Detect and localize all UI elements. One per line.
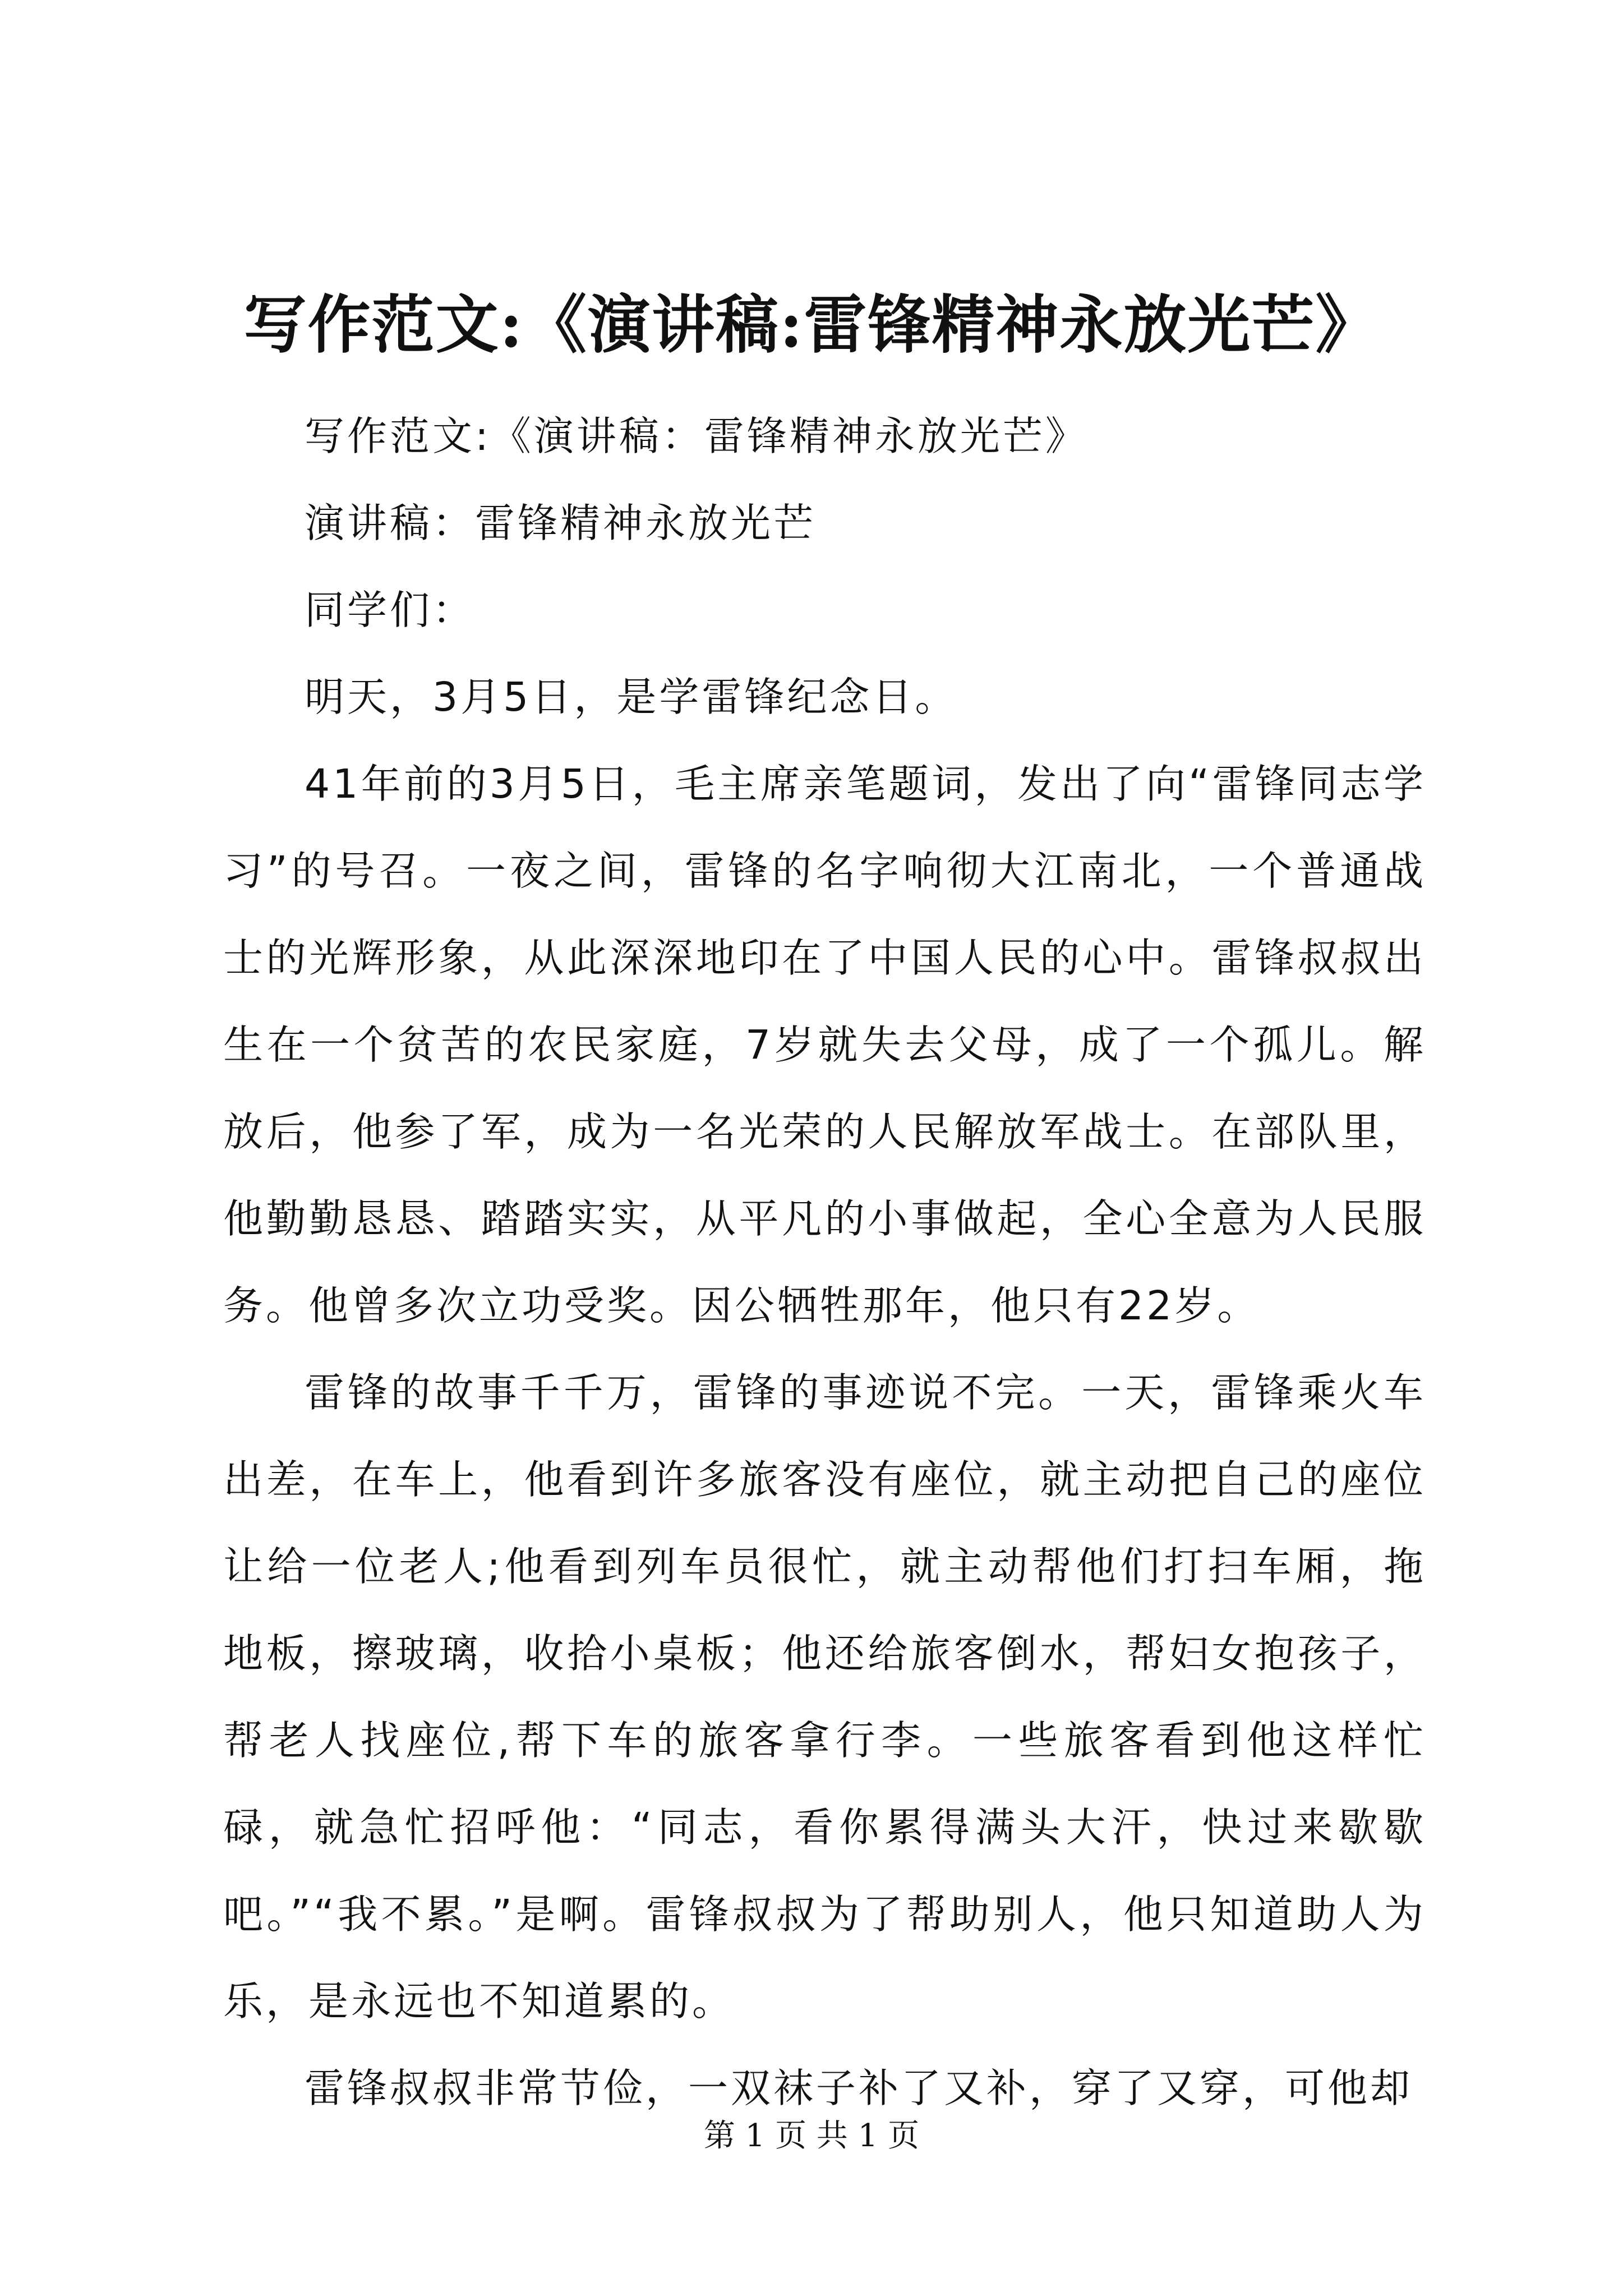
paragraph: 演讲稿：雷锋精神永放光芒: [305, 500, 817, 546]
paragraph: 写作范文:《演讲稿：雷锋精神永放光芒》: [305, 413, 1088, 459]
document-title: 写作范文:《演讲稿:雷锋精神永放光芒》: [243, 288, 1380, 362]
paragraph: 明天，3月5日，是学雷锋纪念日。: [305, 674, 958, 720]
paragraph: 41年前的3月5日，毛主席亲笔题词，发出了向“雷锋同志学习”的号召。一夜之间，雷锋的名字响彻大江南北，一个普通战士的光辉形象，从此深深地印在了中国人民的心中。雷锋叔叔出生在一个贫苦的农民家庭，7岁就失去父母，成了一个孤儿。解放后，他参了军，成为一名光荣的人民解放军战士。在部队里，他勤勤恳恳、踏踏实实，从平凡的小事做起，全心全意为人民服务。他曾多次立功受奖。因公牺牲那年，他只有22岁。: [223, 761, 1426, 1329]
document-body: [223, 393, 1426, 2132]
paragraph: 雷锋的故事千千万，雷锋的事迹说不完。一天，雷锋乘火车出差，在车上，他看到许多旅客没有座位，就主动把自己的座位让给一位老人;他看到列车员很忙，就主动帮他们打扫车厢，拖地板，擦玻璃，收拾小桌板；他还给旅客倒水，帮妇女抱孩子，帮老人找座位,帮下车的旅客拿行李。一些旅客看到他这样忙碌，就急忙招呼他：“同志，看你累得满头大汗，快过来歇歇吧。”“我不累。”是啊。雷锋叔叔为了帮助别人，他只知道助人为乐，是永远也不知道累的。: [223, 1369, 1426, 2024]
page-footer: 第 1 页 共 1 页: [703, 2118, 920, 2154]
paragraph: 雷锋叔叔非常节俭，一双袜子补了又补，穿了又穿，可他却: [305, 2065, 1413, 2111]
paragraph: 同学们：: [305, 587, 476, 633]
